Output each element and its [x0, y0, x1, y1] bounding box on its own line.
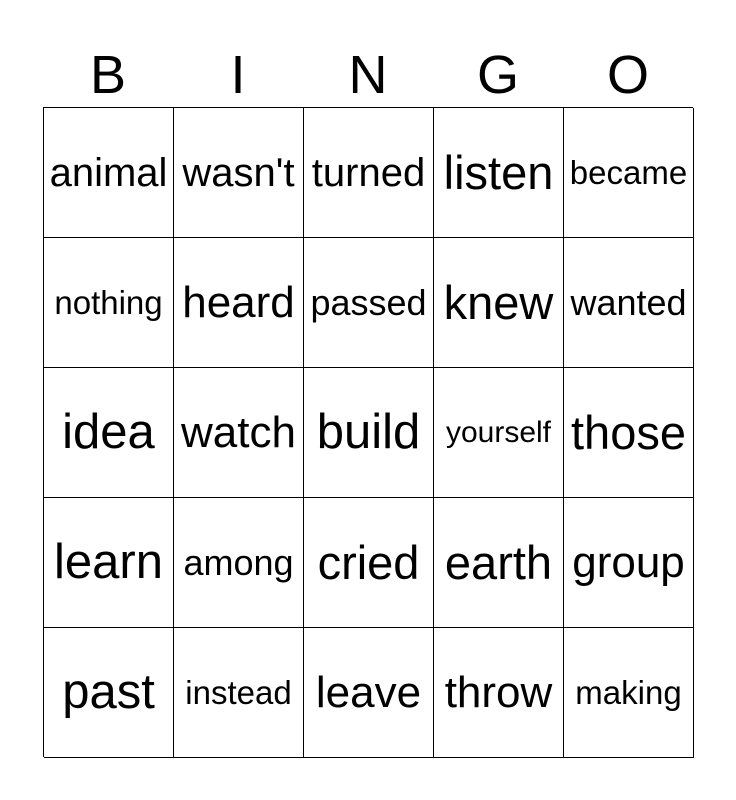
- bingo-cell: cried: [304, 498, 434, 628]
- bingo-header: [43, 44, 693, 106]
- bingo-cell: idea: [44, 368, 174, 498]
- header-letter-o: O: [606, 45, 649, 105]
- bingo-cell: wasn't: [174, 108, 304, 238]
- bingo-cell: those: [564, 368, 694, 498]
- bingo-cell: knew: [434, 238, 564, 368]
- bingo-cell: throw: [434, 628, 564, 758]
- bingo-cell: leave: [304, 628, 434, 758]
- bingo-cell: watch: [174, 368, 304, 498]
- bingo-cell: became: [564, 108, 694, 238]
- bingo-cell: heard: [174, 238, 304, 368]
- bingo-cell: turned: [304, 108, 434, 238]
- bingo-cell: earth: [434, 498, 564, 628]
- bingo-cell: listen: [434, 108, 564, 238]
- bingo-cell: making: [564, 628, 694, 758]
- bingo-cell: past: [44, 628, 174, 758]
- header-letter-i: I: [230, 45, 246, 105]
- bingo-cell: group: [564, 498, 694, 628]
- bingo-cell: passed: [304, 238, 434, 368]
- header-letter-b: B: [89, 45, 127, 105]
- bingo-cell: yourself: [434, 368, 564, 498]
- bingo-board: [43, 107, 693, 757]
- header-letter-n: N: [348, 45, 388, 105]
- bingo-cell: build: [304, 368, 434, 498]
- bingo-cell: among: [174, 498, 304, 628]
- bingo-cell: wanted: [564, 238, 694, 368]
- bingo-cell: instead: [174, 628, 304, 758]
- header-letter-g: G: [476, 45, 519, 105]
- bingo-cell: nothing: [44, 238, 174, 368]
- bingo-cell: animal: [44, 108, 174, 238]
- bingo-cell: learn: [44, 498, 174, 628]
